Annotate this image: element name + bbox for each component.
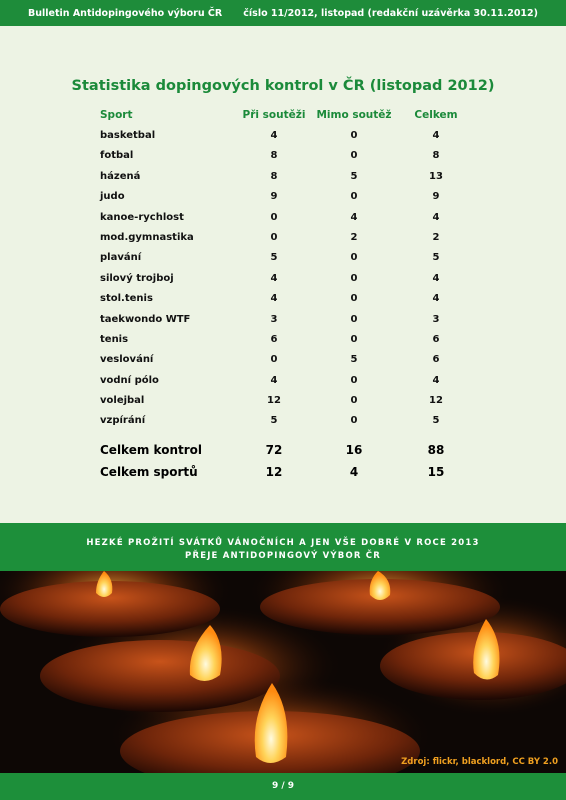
table-row <box>0 393 566 413</box>
out-competition: 0 <box>350 395 358 407</box>
page-title: Statistika dopingových kontrol v ČR (listopad 2012) <box>71 78 495 94</box>
table-row <box>0 291 566 311</box>
in-competition: 0 <box>270 211 278 223</box>
table-header <box>0 109 566 123</box>
out-competition: 0 <box>350 293 358 305</box>
col-header-sport: Sport <box>100 109 133 121</box>
sport-name: veslování <box>100 354 154 366</box>
in-competition: 8 <box>270 170 278 182</box>
total-row <box>0 441 566 463</box>
col-header-total: Celkem <box>414 109 458 121</box>
table-row <box>0 169 566 189</box>
total: 9 <box>432 191 440 203</box>
in-competition: 4 <box>270 272 278 284</box>
total: 4 <box>432 211 440 223</box>
sport-name: silový trojboj <box>100 272 174 284</box>
table-row <box>0 128 566 148</box>
greeting-banner <box>0 523 566 571</box>
total: 4 <box>432 374 440 386</box>
col-header-in-competition: Při soutěži <box>242 109 306 121</box>
sport-name: volejbal <box>100 395 145 407</box>
total-label: Celkem kontrol <box>100 443 202 457</box>
total: 12 <box>429 395 443 407</box>
out-competition: 0 <box>350 150 358 162</box>
sport-name: vzpírání <box>100 415 146 427</box>
total-row <box>0 463 566 485</box>
table-row <box>0 373 566 393</box>
issue-info: číslo 11/2012, listopad (redakční uzávěrka 30.11.2012) <box>243 7 538 19</box>
total-all: 15 <box>427 465 445 479</box>
out-competition: 0 <box>350 191 358 203</box>
in-competition: 4 <box>270 374 278 386</box>
sport-name: házená <box>100 170 141 182</box>
out-competition: 0 <box>350 130 358 141</box>
total-in-competition: 12 <box>265 465 283 479</box>
total: 4 <box>432 130 440 141</box>
total-label: Celkem sportů <box>100 465 198 479</box>
table-row <box>0 250 566 270</box>
out-competition: 0 <box>350 252 358 264</box>
sport-name: kanoe-rychlost <box>100 211 184 223</box>
total: 4 <box>432 293 440 305</box>
total: 2 <box>432 231 440 243</box>
photo-credit: Zdroj: flickr, blacklord, CC BY 2.0 <box>401 757 558 767</box>
page-number: 9 / 9 <box>271 781 295 791</box>
out-competition: 4 <box>350 211 358 223</box>
total-out-competition: 4 <box>349 465 359 479</box>
total-out-competition: 16 <box>345 443 363 457</box>
out-competition: 0 <box>350 333 358 345</box>
total: 6 <box>432 333 440 345</box>
table-row <box>0 332 566 352</box>
in-competition: 3 <box>270 313 278 325</box>
footer-bar <box>0 773 566 800</box>
in-competition: 0 <box>270 354 278 366</box>
bulletin-name: Bulletin Antidopingového výboru ČR <box>28 7 223 19</box>
out-competition: 0 <box>350 272 358 284</box>
out-competition: 5 <box>350 354 358 366</box>
sport-name: tenis <box>100 333 129 345</box>
table-row <box>0 413 566 433</box>
in-competition: 5 <box>270 415 278 427</box>
in-competition: 4 <box>270 293 278 305</box>
out-competition: 0 <box>350 374 358 386</box>
greeting-line-1: HEZKÉ PROŽITÍ SVÁTKŮ VÁNOČNÍCH A JEN VŠE DOBRÉ V ROCE 2013 <box>86 538 480 548</box>
table-row <box>0 210 566 230</box>
total: 13 <box>429 170 443 182</box>
out-competition: 2 <box>350 231 358 243</box>
table-totals <box>0 441 566 485</box>
header-bar <box>0 0 566 26</box>
content-area <box>0 26 566 523</box>
sport-name: vodní pólo <box>100 374 159 386</box>
in-competition: 8 <box>270 150 278 162</box>
table-body <box>0 128 566 434</box>
total: 6 <box>432 354 440 366</box>
out-competition: 0 <box>350 313 358 325</box>
total-all: 88 <box>427 443 445 457</box>
total: 5 <box>432 415 440 427</box>
out-competition: 0 <box>350 415 358 427</box>
in-competition: 6 <box>270 333 278 345</box>
col-header-out-competition: Mimo soutěž <box>316 109 392 121</box>
total: 8 <box>432 150 440 162</box>
out-competition: 5 <box>350 170 358 182</box>
in-competition: 5 <box>270 252 278 264</box>
total: 4 <box>432 272 440 284</box>
greeting-line-2: PŘEJE ANTIDOPINGOVÝ VÝBOR ČR <box>185 551 381 561</box>
candles-illustration <box>0 571 566 773</box>
in-competition: 9 <box>270 191 278 203</box>
table-row <box>0 352 566 372</box>
sport-name: taekwondo WTF <box>100 313 191 325</box>
sport-name: stol.tenis <box>100 293 153 305</box>
in-competition: 12 <box>267 395 281 407</box>
sport-name: fotbal <box>100 150 134 162</box>
table-row <box>0 271 566 291</box>
table-row <box>0 230 566 250</box>
total: 5 <box>432 252 440 264</box>
candles-photo <box>0 571 566 773</box>
table-row <box>0 148 566 168</box>
sport-name: basketbal <box>100 130 156 141</box>
in-competition: 0 <box>270 231 278 243</box>
sport-name: judo <box>100 191 125 203</box>
table-row <box>0 312 566 332</box>
in-competition: 4 <box>270 130 278 141</box>
sport-name: plavání <box>100 252 142 264</box>
total: 3 <box>432 313 440 325</box>
table-row <box>0 189 566 209</box>
total-in-competition: 72 <box>265 443 283 457</box>
sport-name: mod.gymnastika <box>100 231 194 243</box>
